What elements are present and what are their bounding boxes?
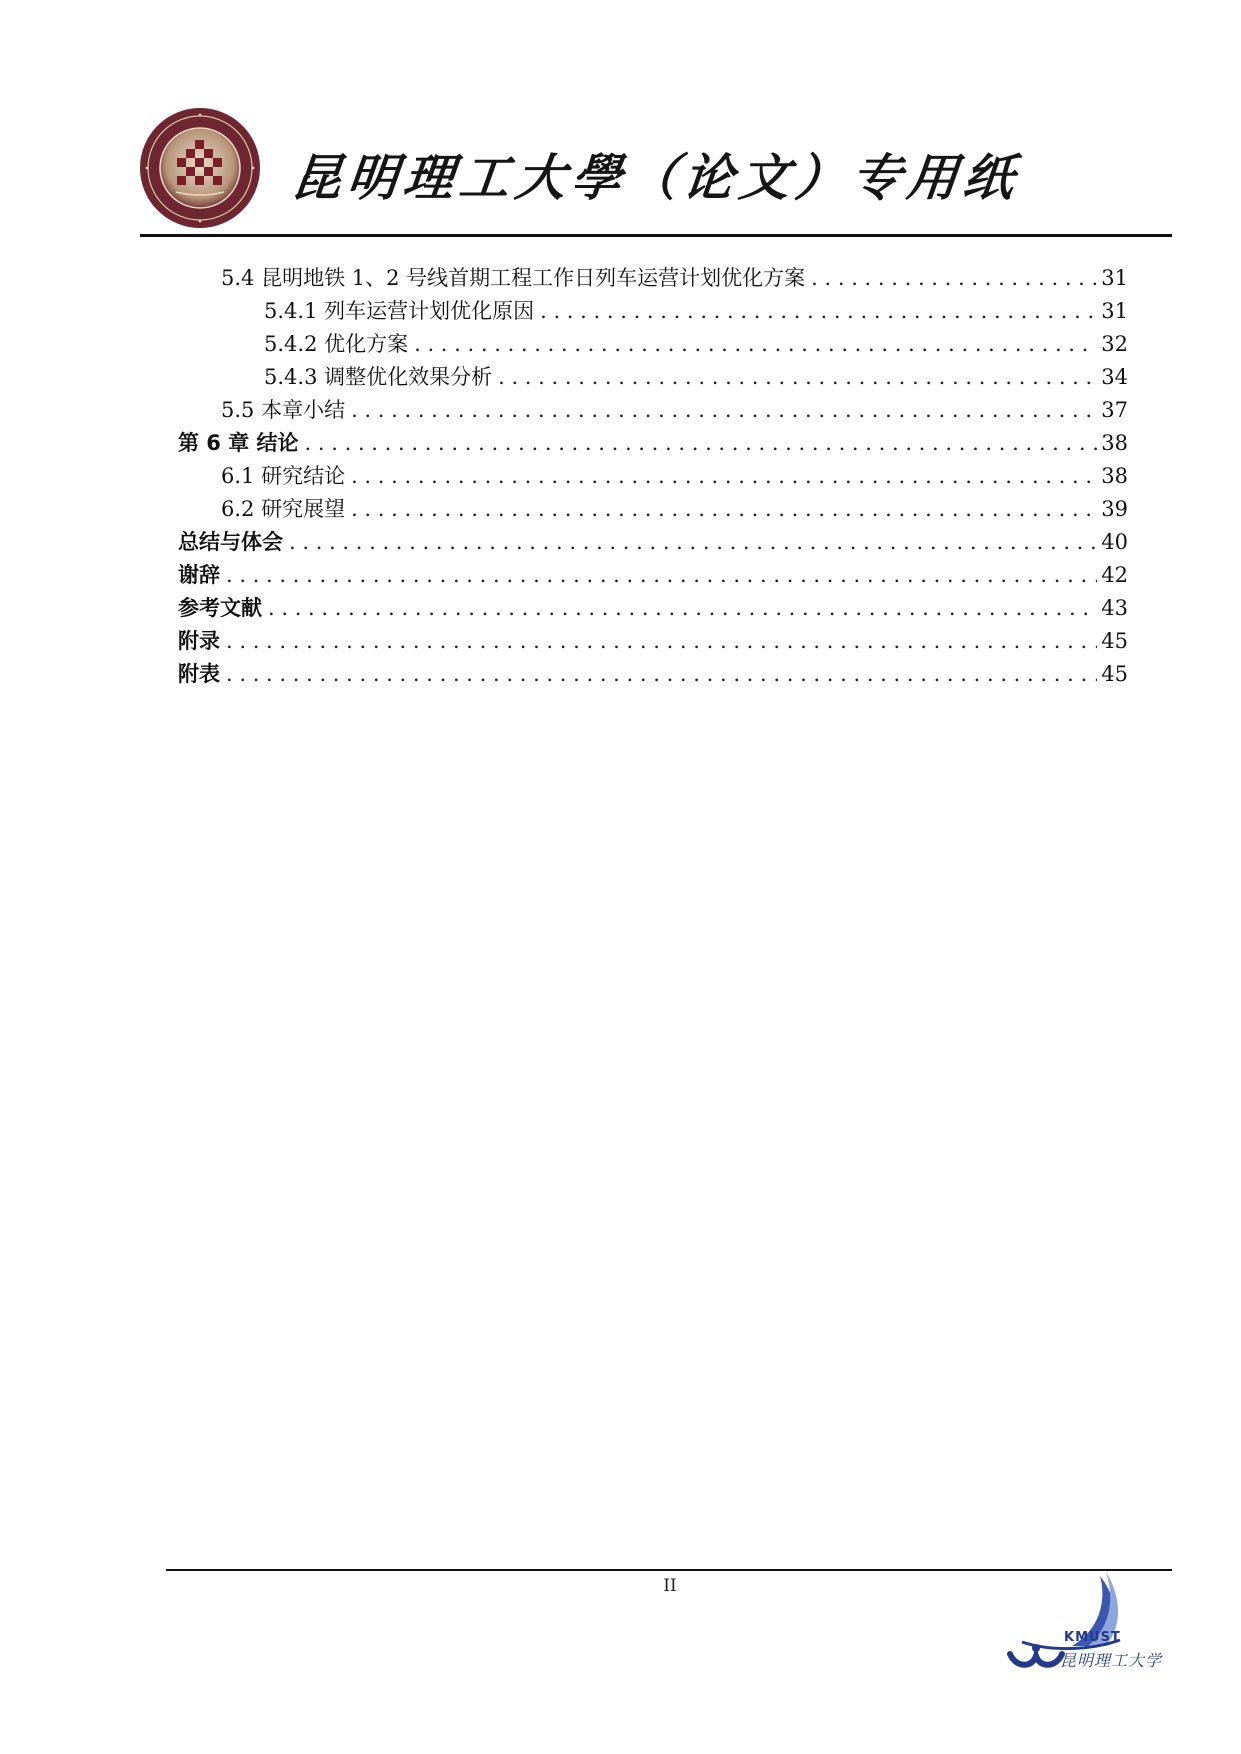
- table-of-contents: [178, 262, 1128, 691]
- university-seal-icon: [138, 106, 262, 230]
- toc-entry-title: 5.4.1 列车运营计划优化原因: [264, 299, 535, 323]
- toc-entry[interactable]: [178, 460, 1128, 493]
- toc-entry-page: 45: [1101, 662, 1128, 686]
- toc-entry[interactable]: [178, 328, 1128, 361]
- toc-entry-page: 38: [1101, 431, 1128, 455]
- toc-entry-title: 5.4.2 优化方案: [264, 332, 409, 356]
- toc-entry-title: 总结与体会: [178, 530, 283, 554]
- toc-leader-dots: [226, 625, 1097, 658]
- toc-entry-page: 42: [1101, 563, 1128, 587]
- toc-entry-title: 5.4.3 调整优化效果分析: [264, 365, 493, 389]
- header-divider: [140, 234, 1172, 237]
- toc-leader-dots: [540, 295, 1097, 328]
- toc-leader-dots: [351, 460, 1097, 493]
- toc-entry-title: 参考文献: [178, 596, 262, 620]
- toc-entry-title: 附录: [178, 629, 220, 653]
- toc-entry-page: 31: [1101, 299, 1128, 323]
- toc-entry-title: 5.4 昆明地铁 1、2 号线首期工程工作日列车运营计划优化方案: [221, 266, 806, 290]
- toc-entry-page: 39: [1101, 497, 1128, 521]
- toc-entry[interactable]: [178, 262, 1128, 295]
- toc-entry[interactable]: [178, 394, 1128, 427]
- toc-entry-title: 6.1 研究结论: [221, 464, 346, 488]
- toc-entry-title: 附表: [178, 662, 220, 686]
- toc-entry[interactable]: [178, 493, 1128, 526]
- toc-entry-page: 45: [1101, 629, 1128, 653]
- toc-entry[interactable]: [178, 526, 1128, 559]
- toc-entry[interactable]: [178, 427, 1128, 460]
- toc-leader-dots: [811, 262, 1097, 295]
- toc-leader-dots: [351, 394, 1097, 427]
- toc-leader-dots: [226, 658, 1097, 691]
- toc-entry-title: 第 6 章 结论: [178, 431, 299, 455]
- toc-entry-page: 37: [1101, 398, 1128, 422]
- toc-entry[interactable]: [178, 625, 1128, 658]
- toc-leader-dots: [498, 361, 1097, 394]
- logo-abbreviation: KMUST: [1064, 1630, 1121, 1645]
- toc-leader-dots: [289, 526, 1097, 559]
- toc-entry-title: 5.5 本章小结: [221, 398, 346, 422]
- toc-entry[interactable]: [178, 559, 1128, 592]
- toc-entry-page: 32: [1101, 332, 1128, 356]
- header-title: 昆明理工大學（论文）专用纸: [288, 148, 1023, 207]
- toc-entry-title: 6.2 研究展望: [221, 497, 346, 521]
- page-number: II: [663, 1576, 677, 1596]
- toc-entry-page: 34: [1101, 365, 1128, 389]
- toc-entry-page: 31: [1101, 266, 1128, 290]
- toc-leader-dots: [305, 427, 1098, 460]
- toc-entry-page: 38: [1101, 464, 1128, 488]
- toc-entry[interactable]: [178, 361, 1128, 394]
- toc-leader-dots: [351, 493, 1097, 526]
- toc-entry-page: 43: [1101, 596, 1128, 620]
- toc-entry[interactable]: [178, 295, 1128, 328]
- logo-title: 昆明理工大学: [1060, 1651, 1163, 1670]
- toc-entry[interactable]: [178, 658, 1128, 691]
- toc-leader-dots: [414, 328, 1097, 361]
- toc-entry-page: 40: [1101, 530, 1128, 554]
- toc-entry[interactable]: [178, 592, 1128, 625]
- toc-entry-title: 谢辞: [178, 563, 220, 587]
- toc-leader-dots: [226, 559, 1097, 592]
- toc-leader-dots: [268, 592, 1097, 625]
